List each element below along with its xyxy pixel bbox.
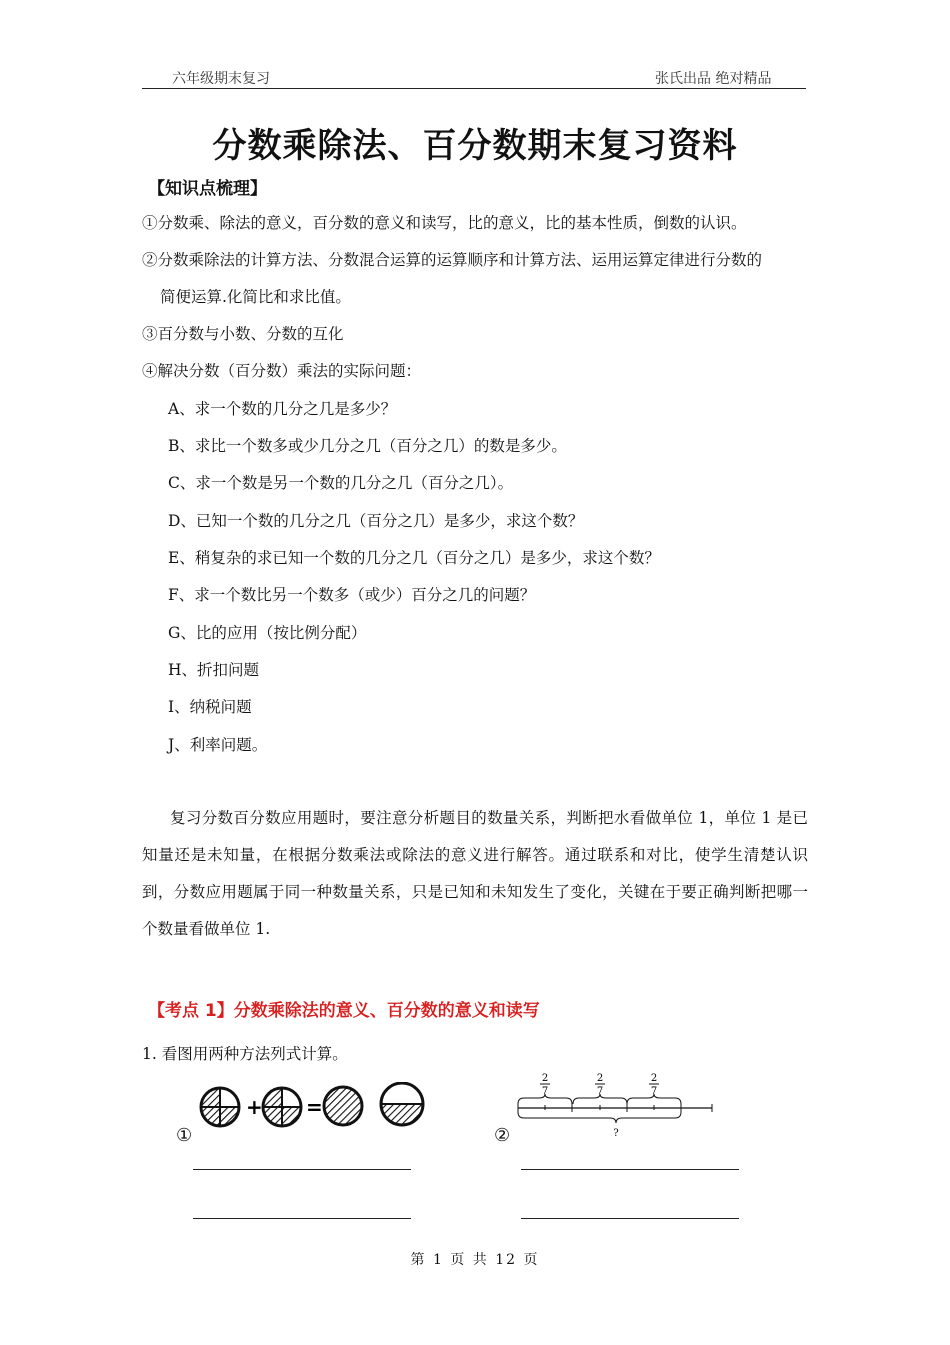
subpoint-i: I、纳税问题 — [168, 698, 252, 716]
answer-blank-1a[interactable] — [193, 1169, 411, 1170]
header-right: 张氏出品 绝对精品 — [655, 71, 772, 87]
point-3: ③百分数与小数、分数的互化 — [142, 325, 344, 343]
frac-2-den: 7 — [596, 1086, 604, 1097]
point-2-cont: 简便运算.化简比和求比值。 — [160, 288, 351, 306]
segment-diagram — [512, 1070, 722, 1142]
answer-blank-2b[interactable] — [521, 1218, 739, 1219]
circle-4 — [381, 1083, 423, 1125]
frac-3-num: 2 — [650, 1073, 658, 1084]
page-footer: 第 1 页 共 12 页 — [410, 1252, 540, 1268]
circle-fraction-figure — [196, 1082, 436, 1132]
subpoint-b: B、求比一个数多或少几分之几（百分之几）的数是多少。 — [168, 437, 567, 455]
brace-bottom — [518, 1112, 681, 1123]
circle-2 — [263, 1088, 301, 1126]
section-heading-exam-point-1: 【考点 1】分数乘除法的意义、百分数的意义和读写 — [148, 1001, 540, 1021]
brace-top-1 — [518, 1094, 572, 1104]
answer-blank-1b[interactable] — [193, 1218, 411, 1219]
header-left: 六年级期末复习 — [172, 71, 270, 87]
subpoint-e: E、稍复杂的求已知一个数的几分之几（百分之几）是多少，求这个数？ — [168, 549, 660, 567]
answer-blank-2a[interactable] — [521, 1169, 739, 1170]
subpoint-d: D、已知一个数的几分之几（百分之几）是多少，求这个数？ — [168, 512, 584, 530]
brace-top-2 — [573, 1094, 627, 1104]
question-mark: ? — [613, 1128, 619, 1139]
subpoint-h: H、折扣问题 — [168, 661, 260, 679]
section-heading-knowledge: 【知识点梳理】 — [148, 179, 267, 199]
subpoint-f: F、求一个数比另一个数多（或少）百分之几的问题？ — [168, 586, 536, 604]
circle-1 — [201, 1088, 239, 1126]
figure-label-1: ① — [176, 1125, 193, 1146]
header-rule — [142, 88, 806, 89]
frac-1-num: 2 — [541, 1073, 549, 1084]
plus-sign: + — [246, 1095, 263, 1119]
point-2: ②分数乘除法的计算方法、分数混合运算的运算顺序和计算方法、运用运算定律进行分数的 — [142, 251, 763, 269]
brace-top-3 — [627, 1094, 681, 1104]
figure-label-2: ② — [494, 1125, 511, 1146]
subpoint-j: J、利率问题。 — [168, 736, 268, 754]
review-paragraph: 复习分数百分数应用题时，要注意分析题目的数量关系，判断把水看做单位 1，单位 1 是已知量还是未知量，在根据分数乘法或除法的意义进行解答。通过联系和对比，使学生清楚认识到，分数应用题属于同一种数量关系，只是已知和未知发生了变化，关键在于要正确判断把哪一个数量看做单位 1. — [142, 809, 808, 938]
subpoint-c: C、求一个数是另一个数的几分之几（百分之几）。 — [168, 474, 514, 492]
page-title: 分数乘除法、百分数期末复习资料 — [212, 126, 738, 166]
equals-sign: = — [306, 1095, 323, 1119]
question-1: 1. 看图用两种方法列式计算。 — [142, 1045, 348, 1063]
frac-1-den: 7 — [541, 1086, 549, 1097]
point-4: ④解决分数（百分数）乘法的实际问题： — [142, 362, 422, 380]
subpoint-a: A、求一个数的几分之几是多少？ — [168, 400, 397, 418]
frac-2-num: 2 — [596, 1073, 604, 1084]
frac-3-den: 7 — [650, 1086, 658, 1097]
circle-3 — [324, 1087, 362, 1125]
point-1: ①分数乘、除法的意义，百分数的意义和读写，比的意义，比的基本性质，倒数的认识。 — [142, 214, 747, 232]
subpoint-g: G、比的应用（按比例分配） — [168, 624, 367, 642]
